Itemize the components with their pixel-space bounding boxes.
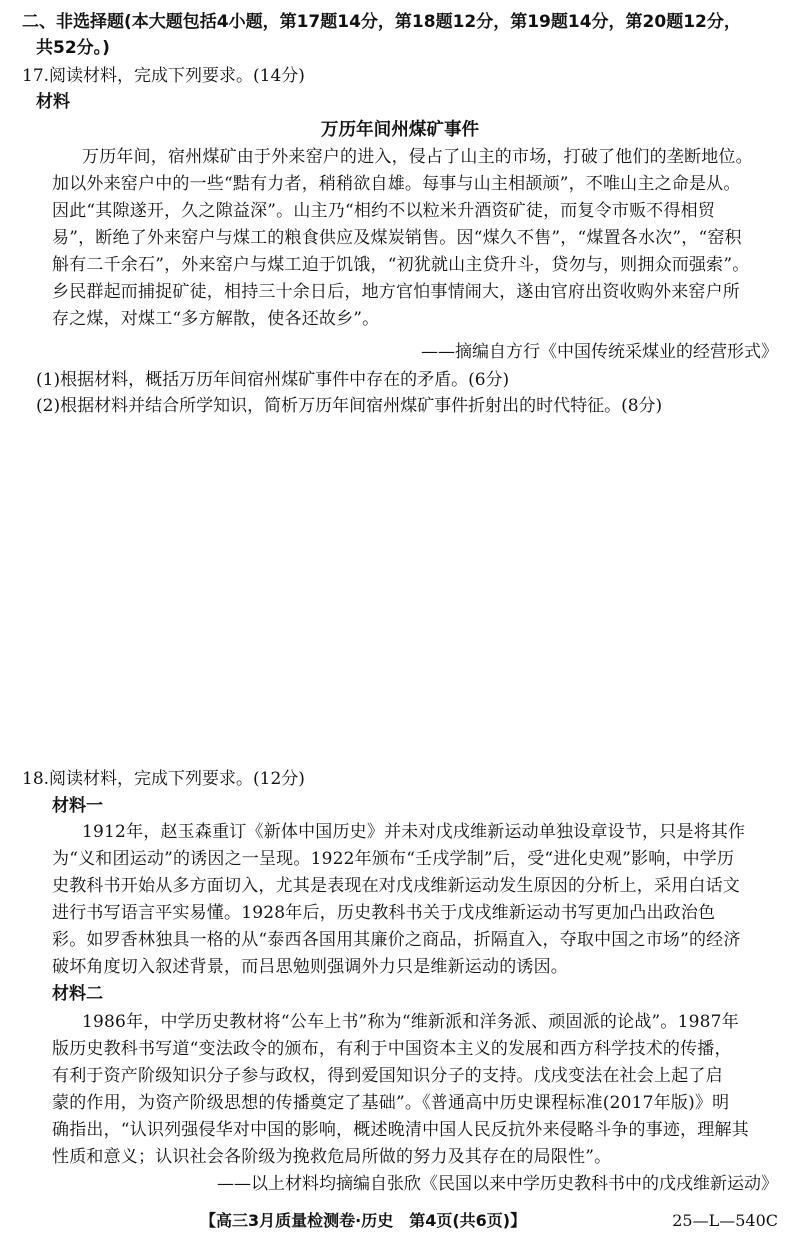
- q17-text-line: 加以外来窑户中的一些“黠有力者，稍稍欲自雄。每事与山主相颉颃”，不唯山主之命是从。: [52, 174, 741, 194]
- q18-m2-text-line: 性质和意义；认识社会各阶级为挽救危局所做的努力及其存在的局限性”。: [52, 1147, 612, 1167]
- q18-m2-text-line: 蒙的作用，为资产阶级思想的传播奠定了基础”。《普通高中历史课程标准(2017年版)》明: [52, 1093, 730, 1113]
- q18-material1-label: 材料一: [52, 796, 103, 816]
- q17-text-line: 斛有二千余石”，外来窑户与煤工迫于饥饿，“初犹就山主贷升斗，贷勿与，则拥众而强索”。: [52, 255, 750, 275]
- q17-header: 17.阅读材料，完成下列要求。(14分): [22, 66, 305, 86]
- page-footer-code: 25—L—540C: [672, 1211, 778, 1230]
- q17-text-line: 存之煤，对煤工“多方解散，使各还故乡”。: [52, 309, 380, 329]
- q18-m1-text-line: 进行书写语言平实易懂。1928年后，历史教科书关于戊戌维新运动书写更加凸出政治色: [52, 903, 716, 923]
- q17-material-label: 材料: [36, 92, 70, 112]
- q18-m1-text-line: 1912年，赵玉森重订《新体中国历史》并未对戊戌维新运动单独设章设节，只是将其作: [82, 822, 746, 842]
- q18-m2-text-line: 版历史教科书写道“变法政令的颁布，有利于中国资本主义的发展和西方科学技术的传播，: [52, 1039, 732, 1059]
- q18-material2-label: 材料二: [52, 984, 103, 1004]
- q18-m1-text-line: 史教科书开始从多方面切入，尤其是表现在对戊戌维新运动发生原因的分析上，采用白话文: [52, 876, 740, 896]
- q17-source: ——摘编自方行《中国传统采煤业的经营形式》: [421, 342, 778, 362]
- q18-m2-text-line: 有利于资产阶级知识分子参与政权，得到爱国知识分子的支持。戊戌变法在社会上起了启: [52, 1066, 723, 1086]
- q18-m2-text-line: 确指出，“认识列强侵华对中国的影响，概述晚清中国人民反抗外来侵略斗争的事迹，理解其: [52, 1120, 749, 1140]
- q18-m1-text-line: 彩。如罗香林独具一格的从“泰西各国用其廉价之商品，折隔直入，夺取中国之市场”的经济: [52, 930, 741, 950]
- q18-m1-text-line: 为“义和团运动”的诱因之一呈现。1922年颁布“壬戌学制”后，受“进化史观”影响，中学历: [52, 849, 735, 869]
- q17-subquestion-1: (1)根据材料，概括万历年间宿州煤矿事件中存在的矛盾。(6分): [36, 370, 510, 390]
- q17-material-title: 万历年间州煤矿事件: [320, 120, 480, 140]
- section-header-line2: 共52分。): [36, 38, 110, 58]
- q17-text-line: 乡民群起而捕捉矿徒，相持三十余日后，地方官怕事情闹大，遂由官府出资收购外来窑户所: [52, 282, 740, 302]
- q18-m2-text-line: 1986年，中学历史教材将“公车上书”称为“维新派和洋务派、顽固派的论战”。1987年: [82, 1012, 739, 1032]
- page-footer-title: 【高三3月质量检测卷·历史 第4页(共6页)】: [200, 1211, 527, 1230]
- q18-header: 18.阅读材料，完成下列要求。(12分): [22, 769, 305, 789]
- q17-text-line: 万历年间，宿州煤矿由于外来窑户的进入，侵占了山主的市场，打破了他们的垄断地位。: [82, 147, 753, 167]
- q17-text-line: 因此“其隙遂开，久之隙益深”。山主乃“相约不以粒米升酒资矿徒，而复令市贩不得相贸: [52, 201, 716, 221]
- q18-source: ——以上材料均摘编自张欣《民国以来中学历史教科书中的戊戌维新运动》: [217, 1174, 778, 1194]
- q17-text-line: 易”，断绝了外来窑户与煤工的粮食供应及煤炭销售。因“煤久不售”，“煤置各水次”，“窑积: [52, 228, 742, 248]
- q18-m1-text-line: 破坏角度切入叙述背景，而吕思勉则强调外力只是维新运动的诱因。: [52, 957, 568, 977]
- section-header-line1: 二、非选择题(本大题包括4小题，第17题14分，第18题12分，第19题14分，第20题12分，: [22, 12, 741, 32]
- q17-subquestion-2: (2)根据材料并结合所学知识，简析万历年间宿州煤矿事件折射出的时代特征。(8分): [36, 396, 663, 416]
